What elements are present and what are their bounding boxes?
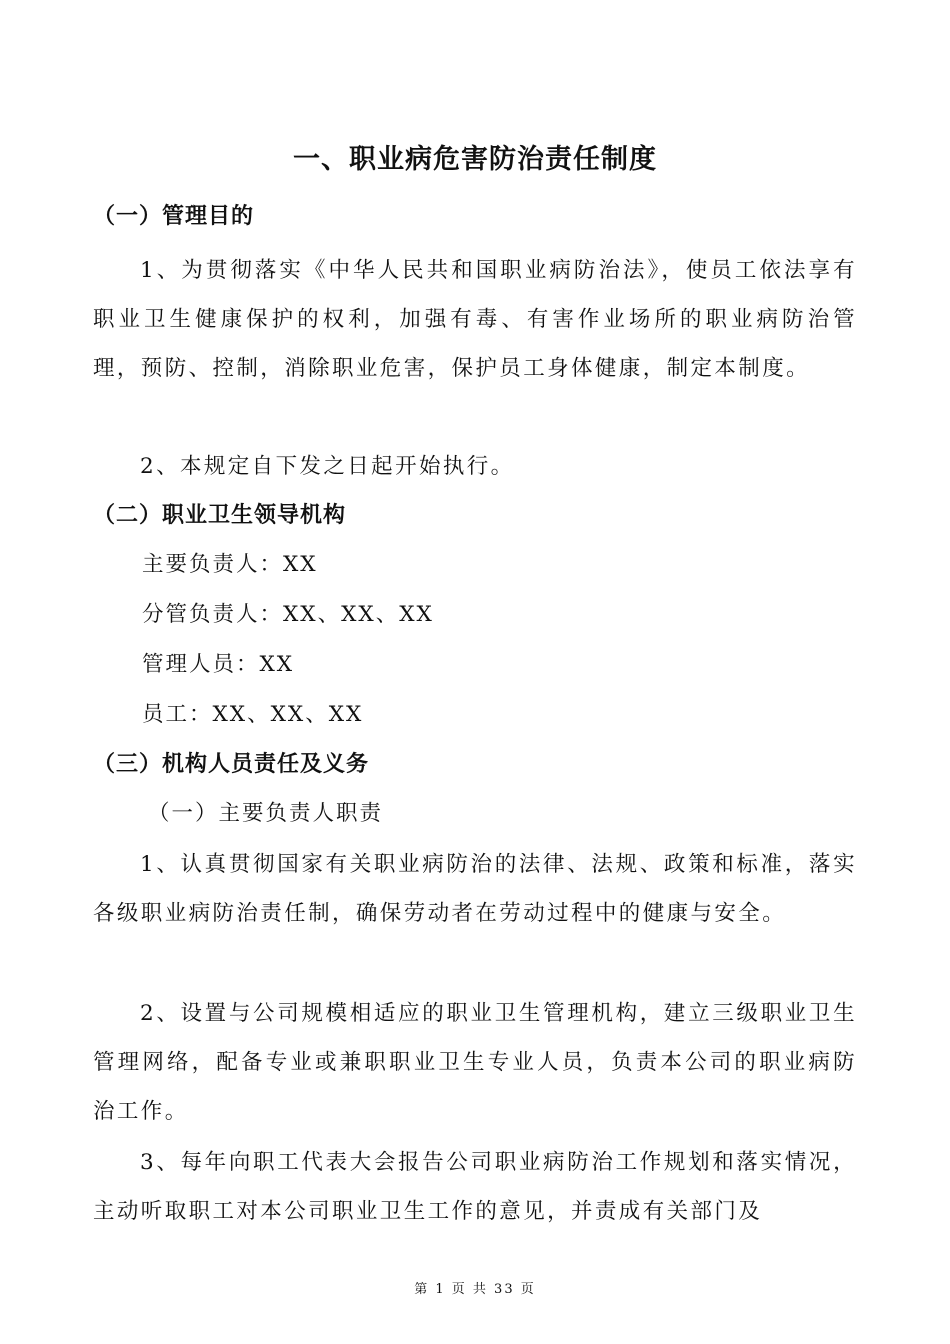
- section-heading-responsibilities: （三）机构人员责任及义务: [93, 752, 370, 777]
- paragraph-duty-2: 2、设置与公司规模相适应的职业卫生管理机构，建立三级职业卫生管理网络，配备专业或兼职职业卫生专业人员，负责本公司的职业病防治工作。: [93, 1001, 857, 1124]
- paragraph-duty-3: 3、每年向职工代表大会报告公司职业病防治工作规划和落实情况，主动听取职工对本公司职业卫生工作的意见，并责成有关部门及: [93, 1150, 857, 1224]
- leadership-line-principal: 主要负责人：XX: [142, 552, 318, 577]
- leadership-line-managers: 管理人员：XX: [142, 652, 295, 677]
- section-heading-management-purpose: （一）管理目的: [93, 204, 255, 229]
- leadership-line-deputy: 分管负责人：XX、XX、XX: [142, 602, 434, 627]
- subheading-principal-duties: （一）主要负责人职责: [148, 801, 384, 826]
- document-title: 一、职业病危害防治责任制度: [293, 144, 657, 175]
- page-number-footer: 第 1 页 共 33 页: [414, 1282, 536, 1297]
- paragraph-purpose-1: 1、为贯彻落实《中华人民共和国职业病防治法》，使员工依法享有职业卫生健康保护的权利，加强有毒、有害作业场所的职业病防治管理，预防、控制，消除职业危害，保护员工身体健康，制定本制度。: [93, 258, 857, 381]
- leadership-line-staff: 员工：XX、XX、XX: [142, 702, 364, 727]
- paragraph-duty-1: 1、认真贯彻国家有关职业病防治的法律、法规、政策和标准，落实各级职业病防治责任制，确保劳动者在劳动过程中的健康与安全。: [93, 852, 857, 926]
- paragraph-purpose-2: 2、本规定自下发之日起开始执行。: [140, 454, 515, 479]
- section-heading-leadership: （二）职业卫生领导机构: [93, 503, 347, 528]
